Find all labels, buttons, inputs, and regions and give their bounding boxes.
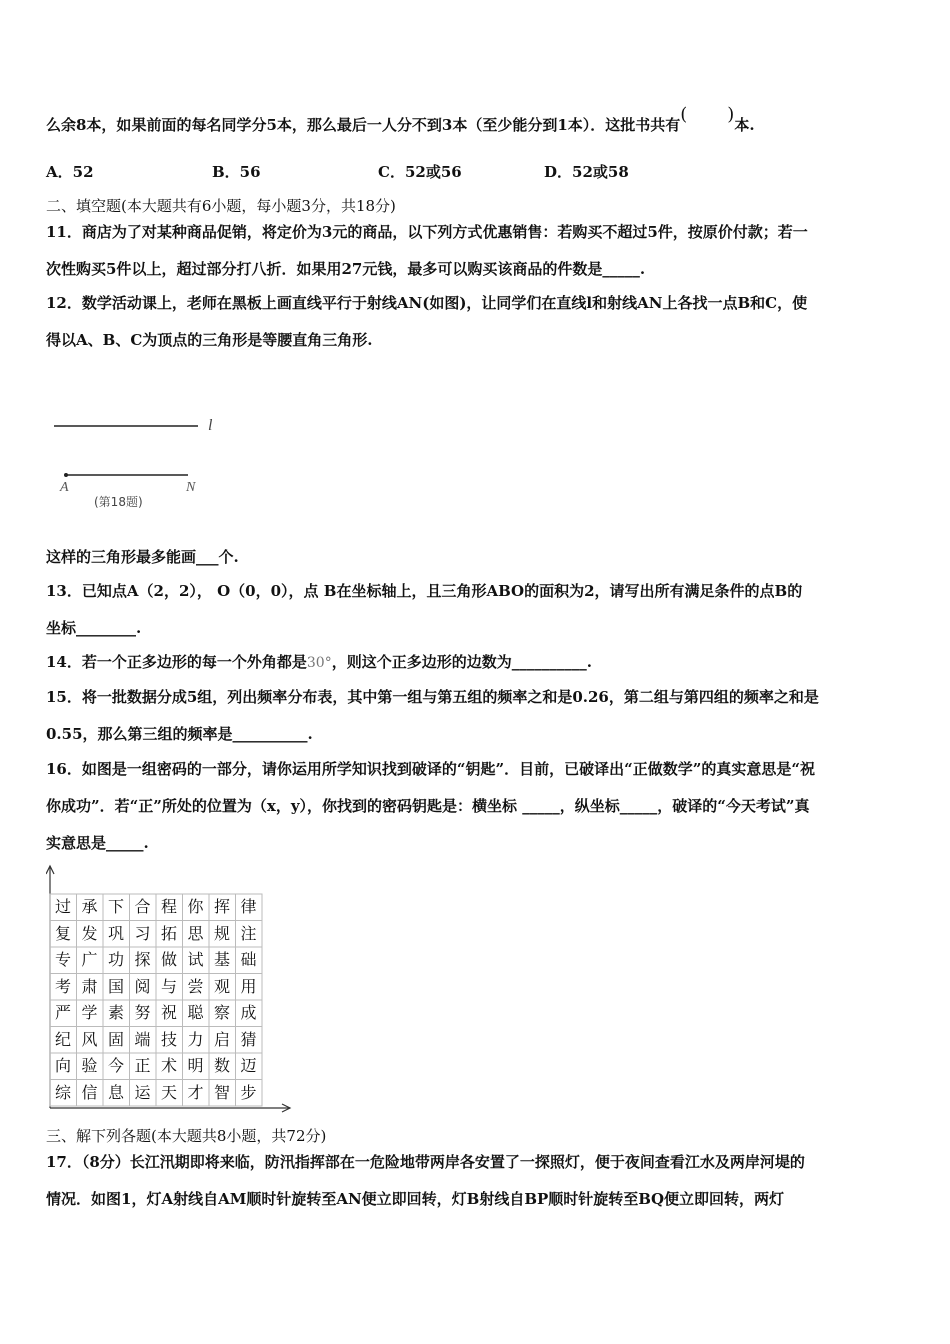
grid-cell: 下 [107, 897, 124, 916]
q12-line2: 得以A、B、C为顶点的三角形是等腰直角三角形. [46, 331, 373, 349]
grid-cell: 基 [213, 950, 230, 969]
grid-cell: 肃 [81, 976, 98, 996]
grid-cell: 础 [240, 950, 257, 969]
grid-cell: 复 [54, 923, 71, 943]
grid-cell: 思 [187, 923, 204, 943]
grid-cell: 广 [81, 950, 98, 969]
grid-cell: 技 [160, 1029, 177, 1049]
grid-cell: 专 [54, 950, 71, 969]
grid-cell: 综 [54, 1082, 71, 1102]
q11-line1: 11．商店为了对某种商品促销，将定价为3元的商品，以下列方式优惠销售：若购买不超过5件，按原价付款；若一 [46, 223, 808, 241]
grid-cell: 拓 [160, 923, 177, 943]
figure-caption: (第18题) [94, 495, 143, 509]
grid-cell: 步 [240, 1082, 257, 1102]
q15-line2: 0.55，那么第三组的频率是__________. [46, 725, 313, 743]
grid-cell: 承 [81, 897, 98, 916]
option-d: D．52或58 [544, 163, 629, 181]
grid-cell: 纪 [54, 1029, 71, 1049]
grid-cell: 习 [134, 923, 151, 943]
q13-line1: 13．已知点A（2，2）， O（0，0），点 B在坐标轴上，且三角形ABO的面积为2，请写出所有满足条件的点B的 [46, 582, 803, 600]
grid-cell: 观 [213, 976, 230, 996]
q16-line2: 你成功”．若“正”所处的位置为（x，y），你找到的密码钥匙是：横坐标 _____，纵坐标_____，破译的“今天考试”真 [46, 797, 810, 815]
grid-cell: 尝 [187, 976, 204, 996]
section3-title: 三、解下列各题(本大题共8小题，共72分) [46, 1127, 327, 1145]
grid-cell: 学 [81, 1003, 98, 1022]
grid-cell: 祝 [160, 1003, 177, 1022]
grid-cell: 探 [134, 950, 151, 969]
q16-line3: 实意思是_____. [46, 834, 149, 852]
grid-cell: 天 [160, 1082, 177, 1102]
grid-cell: 做 [160, 950, 177, 969]
grid-cell: 端 [134, 1029, 151, 1049]
q12-line1: 12．数学活动课上，老师在黑板上画直线平行于射线AN(如图)，让同学们在直线l和射线AN上各找一点B和C，使 [46, 294, 808, 312]
q14-line [46, 652, 592, 673]
option-b: B．56 [212, 163, 261, 181]
grid-cell: 过 [54, 897, 71, 916]
option-a: A．52 [46, 163, 94, 181]
grid-cell: 阅 [134, 976, 151, 996]
q12-line3: 这样的三角形最多能画___个. [46, 548, 239, 566]
grid-cell: 猜 [240, 1029, 257, 1049]
grid-cell: 素 [107, 1003, 124, 1022]
q17-line2: 情况．如图1，灯A射线自AM顺时针旋转至AN便立即回转，灯B射线自BP顺时针旋转至BQ便立即回转，两灯 [46, 1190, 785, 1208]
grid-cell: 正 [134, 1056, 151, 1075]
option-c: C．52或56 [378, 163, 462, 181]
grid-cell: 术 [160, 1056, 177, 1075]
label-a: A [60, 480, 69, 495]
grid-cell: 试 [187, 950, 204, 969]
q10-paren-close: ) [727, 104, 735, 125]
label-n: N [186, 480, 196, 495]
grid-cell: 才 [187, 1082, 204, 1102]
q11-line2: 次性购买5件以上，超过部分打八折．如果用27元钱，最多可以购买该商品的件数是_____. [46, 260, 646, 278]
q16-line1: 16．如图是一组密码的一部分，请你运用所学知识找到破译的“钥匙”．目前，已破译出“正做数学”的真实意思是“祝 [46, 760, 816, 778]
q10-line [46, 104, 755, 135]
grid-cell: 考 [54, 976, 71, 996]
grid-cell: 国 [107, 976, 124, 996]
grid-cell: 巩 [107, 923, 124, 943]
figure-18 [48, 405, 268, 535]
grid-cell: 息 [107, 1082, 124, 1102]
grid-cell: 注 [240, 923, 257, 943]
grid-cell: 用 [240, 976, 257, 996]
grid-cell: 信 [81, 1082, 98, 1102]
section2-title: 二、填空题(本大题共有6小题，每小题3分，共18分) [46, 197, 396, 215]
q10-end: 本. [734, 116, 755, 134]
q13-line2: 坐标________. [46, 619, 142, 637]
grid-cell: 律 [240, 897, 257, 916]
cipher-grid [46, 862, 296, 1114]
grid-cell: 明 [187, 1056, 204, 1075]
grid-cell: 与 [160, 976, 177, 996]
grid-cell: 成 [240, 1003, 257, 1022]
grid-cell: 迈 [240, 1056, 257, 1075]
grid-cell: 察 [213, 1003, 230, 1022]
q10-text: 么余8本，如果前面的每名同学分5本，那么最后一人分不到3本（至少能分到1本）．这批书共有 [46, 116, 681, 134]
grid-cell: 验 [81, 1056, 98, 1075]
grid-cell: 合 [134, 897, 151, 916]
grid-cell: 努 [134, 1003, 151, 1022]
grid-cell: 力 [187, 1029, 204, 1049]
grid-cell: 规 [213, 923, 230, 943]
grid-cell: 风 [81, 1029, 98, 1049]
grid-cell: 程 [160, 897, 177, 916]
grid-cell: 运 [134, 1082, 151, 1102]
q15-line1: 15．将一批数据分成5组，列出频率分布表，其中第一组与第五组的频率之和是0.26，第二组与第四组的频率之和是 [46, 688, 819, 706]
grid-cell: 向 [54, 1056, 71, 1075]
q14-angle: 30° [306, 655, 332, 671]
grid-cell: 聪 [187, 1003, 204, 1022]
label-l: l [208, 417, 213, 434]
grid-cell: 挥 [213, 897, 230, 916]
q17-line1: 17．（8分）长江汛期即将来临，防汛指挥部在一危险地带两岸各安置了一探照灯，便于夜间查看江水及两岸河堤的 [46, 1153, 805, 1171]
q14-post: ，则这个正多边形的边数为__________. [331, 653, 592, 671]
grid-cell: 今 [107, 1056, 124, 1075]
q14-pre: 14．若一个正多边形的每一个外角都是 [46, 653, 307, 671]
q10-paren-open: ( [680, 104, 688, 125]
grid-cell: 启 [213, 1029, 230, 1049]
grid-cell: 你 [187, 897, 204, 916]
grid-cell: 智 [213, 1082, 230, 1102]
grid-cell: 功 [107, 950, 124, 969]
grid-cell: 发 [81, 923, 98, 943]
grid-cell: 固 [107, 1029, 124, 1049]
grid-cell: 严 [54, 1003, 71, 1022]
grid-cell: 数 [213, 1056, 230, 1075]
